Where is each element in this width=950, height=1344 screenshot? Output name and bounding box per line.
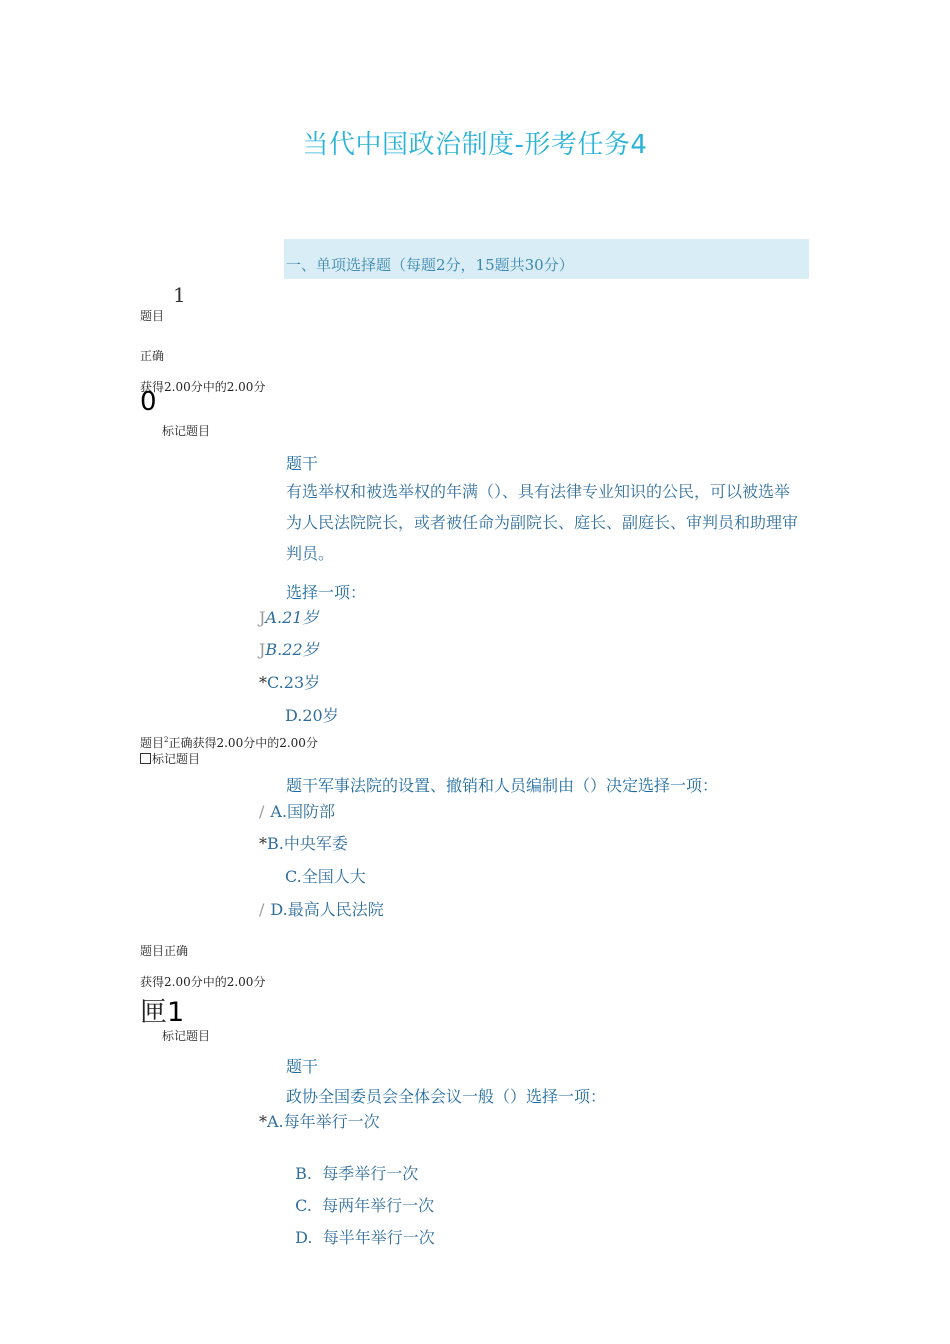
option-marker: * xyxy=(259,673,267,692)
flag-label: 标记题目 xyxy=(152,752,201,766)
option-text: A.每年举行一次 xyxy=(267,1112,380,1131)
option-d[interactable] xyxy=(285,703,339,726)
page-title: 当代中国政治制度-形考任务4 xyxy=(302,130,648,160)
question-number: 1 xyxy=(167,997,185,1028)
option-text: C. 每两年举行一次 xyxy=(295,1196,435,1215)
option-b[interactable] xyxy=(259,637,319,660)
stem-label: 题干 xyxy=(286,1057,319,1076)
flag-question-link[interactable] xyxy=(140,750,200,767)
question-stem: 政协全国委员会全体会议一般（）选择一项： xyxy=(286,1087,607,1106)
option-a[interactable] xyxy=(259,799,335,822)
question-score: 获得2.00分中的2.00分 xyxy=(140,975,266,989)
option-d[interactable] xyxy=(285,1206,435,1248)
option-text: A.国防部 xyxy=(270,802,336,821)
stem-label: 题干 xyxy=(286,454,319,473)
question-header xyxy=(140,734,318,751)
flag-checkbox-icon xyxy=(140,753,151,764)
option-marker: * xyxy=(259,834,267,853)
option-text: D. 每半年举行一次 xyxy=(295,1228,435,1247)
option-marker: / xyxy=(259,802,265,821)
question-stem: 题干军事法院的设置、撤销和人员编制由（）决定选择一项： xyxy=(286,776,719,795)
option-text: A.21岁 xyxy=(265,608,319,627)
flag-question-link[interactable]: 标记题目 xyxy=(162,1029,211,1043)
option-text: C.全国人大 xyxy=(285,867,366,886)
question-status: 正确 xyxy=(140,349,165,363)
option-marker: J xyxy=(259,608,266,627)
choice-prompt: 选择一项： xyxy=(286,583,367,602)
question-score: 获得2.00分中的2.00分 xyxy=(140,380,266,394)
option-text: B.中央军委 xyxy=(267,834,348,853)
option-text: B. 每季举行一次 xyxy=(295,1164,419,1183)
option-marker: / xyxy=(259,900,265,919)
option-text: D.最高人民法院 xyxy=(270,900,384,919)
option-text: B.22岁 xyxy=(265,640,319,659)
option-b[interactable] xyxy=(259,831,348,854)
flag-question-link[interactable]: 标记题目 xyxy=(162,424,211,438)
option-marker: * xyxy=(259,1112,267,1131)
option-text: D.20岁 xyxy=(285,706,339,725)
option-c[interactable] xyxy=(259,670,320,693)
flag-icon[interactable]: 匣 xyxy=(140,997,167,1028)
option-d[interactable] xyxy=(259,897,384,920)
option-marker: J xyxy=(259,640,266,659)
question-number: 2 xyxy=(164,736,169,744)
option-c[interactable] xyxy=(285,864,366,887)
question-number: 1 xyxy=(173,283,186,307)
question-stem: 有选举权和被选举权的年满（）、具有法律专业知识的公民，可以被选举为人民法院院长，或者被任命为副院长、庭长、副庭长、审判员和助理审判员。 xyxy=(286,482,799,563)
question-label-status: 题目正确 xyxy=(140,944,189,958)
option-text: C.23岁 xyxy=(267,673,321,692)
question-number-block xyxy=(140,990,184,1029)
option-a[interactable] xyxy=(259,1109,380,1132)
section-heading: 一、单项选择题（每题2分，15题共30分） xyxy=(286,256,574,274)
question-label: 题目 xyxy=(140,736,165,750)
question-status-score: 正确获得2.00分中的2.00分 xyxy=(168,736,318,750)
option-a[interactable] xyxy=(259,605,318,628)
flag-icon[interactable]: 0 xyxy=(140,387,157,417)
question-label: 题目 xyxy=(140,309,165,323)
